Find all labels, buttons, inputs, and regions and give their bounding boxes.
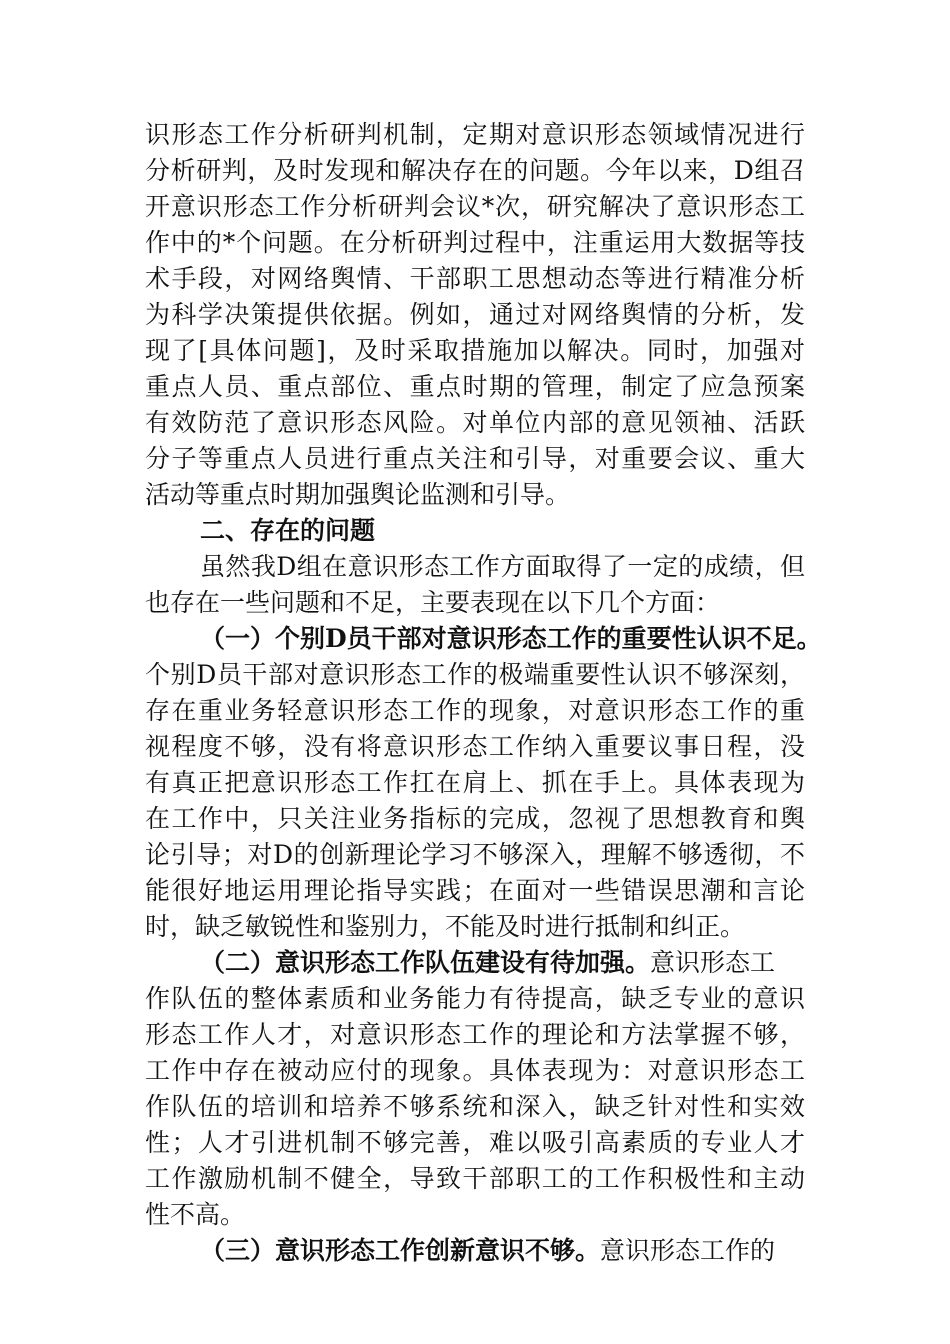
- paragraph-line: 识形态工作分析研判机制，定期对意识形态领域情况进行: [145, 120, 805, 149]
- section-heading: 二、存在的问题: [200, 516, 376, 545]
- paragraph-line: 能很好地运用理论指导实践；在面对一些错误思潮和言论: [145, 876, 805, 905]
- paragraph-line: 有真正把意识形态工作扛在肩上、抓在手上。具体表现为: [145, 768, 805, 797]
- paragraph-line: 现了[具体问题]，及时采取措施加以解决。同时，加强对: [145, 336, 805, 365]
- paragraph-line: 为科学决策提供依据。例如，通过对网络舆情的分析，发: [145, 300, 805, 329]
- subsection-title: [200, 621, 822, 657]
- subsection-title-text: （三）意识形态工作创新意识不够。: [200, 1236, 601, 1265]
- paragraph-line: 存在重业务轻意识形态工作的现象，对意识形态工作的重: [145, 696, 805, 725]
- paragraph-line: 时，缺乏敏锐性和鉴别力，不能及时进行抵制和纠正。: [145, 912, 746, 941]
- paragraph-line: 活动等重点时期加强舆论监测和引导。: [145, 480, 571, 509]
- paragraph-line: 分子等重点人员进行重点关注和引导，对重要会议、重大: [145, 444, 805, 473]
- subsection-title: [200, 1233, 775, 1269]
- paragraph-line: 工作激励机制不健全，导致干部职工的工作积极性和主动: [145, 1164, 805, 1193]
- paragraph-line: 有效防范了意识形态风险。对单位内部的意见领袖、活跃: [145, 408, 805, 437]
- paragraph-line: 形态工作人才，对意识形态工作的理论和方法掌握不够，: [145, 1020, 805, 1049]
- paragraph-line: 分析研判，及时发现和解决存在的问题。今年以来，D组召: [145, 156, 805, 185]
- paragraph-line: 论引导；对D的创新理论学习不够深入，理解不够透彻，不: [145, 840, 805, 869]
- paragraph-line: 工作中存在被动应付的现象。具体表现为：对意识形态工: [145, 1056, 805, 1085]
- subsection-title-rest: 意识形态工作的: [600, 1236, 776, 1265]
- paragraph-line: 性；人才引进机制不够完善，难以吸引高素质的专业人才: [145, 1128, 805, 1157]
- paragraph-line: 视程度不够，没有将意识形态工作纳入重要议事日程，没: [145, 732, 805, 761]
- paragraph-line: 也存在一些问题和不足，主要表现在以下几个方面：: [145, 588, 721, 617]
- paragraph-line: 作队伍的整体素质和业务能力有待提高，缺乏专业的意识: [145, 984, 805, 1013]
- paragraph-line: 作中的*个问题。在分析研判过程中，注重运用大数据等技: [145, 228, 805, 257]
- subsection-title: [200, 945, 775, 981]
- subsection-title-text: （一）个别D员干部对意识形态工作的重要性认识不足。: [200, 624, 822, 653]
- paragraph-line: 重点人员、重点部位、重点时期的管理，制定了应急预案: [145, 372, 805, 401]
- paragraph-line: 个别D员干部对意识形态工作的极端重要性认识不够深刻，: [145, 660, 805, 689]
- paragraph-line: 虽然我D组在意识形态工作方面取得了一定的成绩，但: [200, 552, 805, 581]
- subsection-title-rest: 意识形态工: [650, 948, 776, 977]
- paragraph-line: 作队伍的培训和培养不够系统和深入，缺乏针对性和实效: [145, 1092, 805, 1121]
- subsection-title-text: （二）意识形态工作队伍建设有待加强。: [200, 948, 651, 977]
- paragraph-line: 术手段，对网络舆情、干部职工思想动态等进行精准分析: [145, 264, 805, 293]
- paragraph-line: 性不高。: [145, 1200, 246, 1229]
- paragraph-line: 开意识形态工作分析研判会议*次，研究解决了意识形态工: [145, 192, 805, 221]
- paragraph-line: 在工作中，只关注业务指标的完成，忽视了思想教育和舆: [145, 804, 805, 833]
